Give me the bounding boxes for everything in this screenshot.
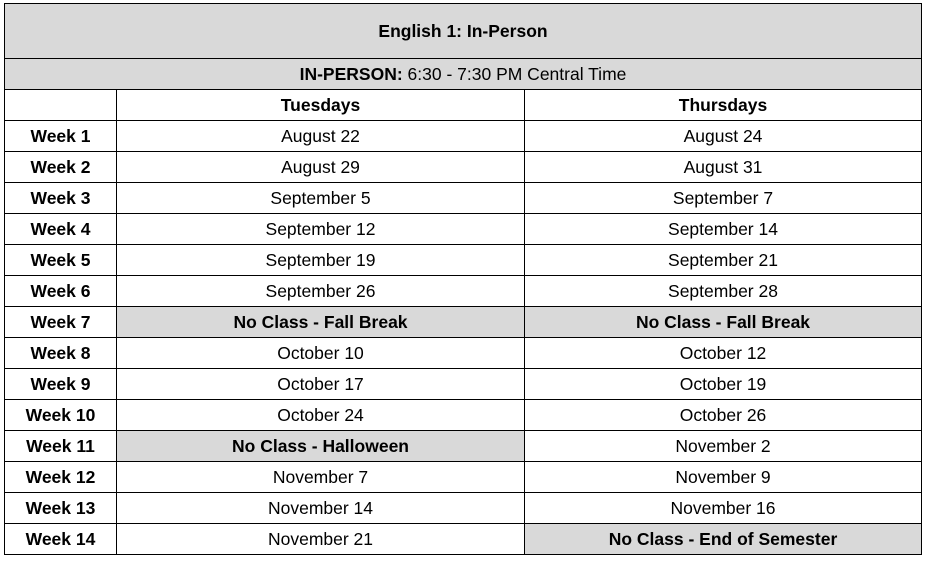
thursday-no-class-cell: No Class - Fall Break	[525, 307, 922, 338]
tuesday-date-cell: September 12	[117, 214, 525, 245]
tuesday-date-cell: November 21	[117, 524, 525, 555]
week-label: Week 8	[5, 338, 117, 369]
week-label: Week 7	[5, 307, 117, 338]
week-label: Week 2	[5, 152, 117, 183]
week-label: Week 12	[5, 462, 117, 493]
tuesday-date-cell: November 7	[117, 462, 525, 493]
tuesday-date-cell: August 22	[117, 121, 525, 152]
tuesday-date-cell: September 5	[117, 183, 525, 214]
tuesday-no-class-cell: No Class - Fall Break	[117, 307, 525, 338]
table-title: English 1: In-Person	[5, 4, 922, 59]
tuesday-no-class-cell: No Class - Halloween	[117, 431, 525, 462]
week-label: Week 9	[5, 369, 117, 400]
tuesday-date-cell: August 29	[117, 152, 525, 183]
title-row	[5, 4, 922, 59]
week-label: Week 6	[5, 276, 117, 307]
thursday-date-cell: November 16	[525, 493, 922, 524]
thursday-date-cell: August 24	[525, 121, 922, 152]
tuesday-date-cell: September 26	[117, 276, 525, 307]
column-header-thursdays: Thursdays	[525, 90, 922, 121]
thursday-date-cell: October 26	[525, 400, 922, 431]
thursday-date-cell: September 7	[525, 183, 922, 214]
table-row	[5, 493, 922, 524]
table-row	[5, 245, 922, 276]
table-row	[5, 214, 922, 245]
week-label: Week 11	[5, 431, 117, 462]
column-header-row	[5, 90, 922, 121]
thursday-date-cell: November 9	[525, 462, 922, 493]
thursday-date-cell: September 21	[525, 245, 922, 276]
week-label: Week 14	[5, 524, 117, 555]
tuesday-date-cell: October 17	[117, 369, 525, 400]
tuesday-date-cell: November 14	[117, 493, 525, 524]
thursday-date-cell: October 12	[525, 338, 922, 369]
schedule-container	[4, 3, 922, 555]
table-row	[5, 400, 922, 431]
thursday-date-cell: September 14	[525, 214, 922, 245]
week-label: Week 10	[5, 400, 117, 431]
week-label: Week 3	[5, 183, 117, 214]
tuesday-date-cell: September 19	[117, 245, 525, 276]
week-label: Week 13	[5, 493, 117, 524]
session-time-label: IN-PERSON:	[299, 63, 403, 84]
thursday-no-class-cell: No Class - End of Semester	[525, 524, 922, 555]
week-label: Week 5	[5, 245, 117, 276]
session-time-value: 6:30 - 7:30 PM Central Time	[402, 63, 627, 84]
column-header-week	[5, 90, 117, 121]
thursday-date-cell: November 2	[525, 431, 922, 462]
table-row	[5, 152, 922, 183]
thursday-date-cell: September 28	[525, 276, 922, 307]
table-row	[5, 431, 922, 462]
column-header-tuesdays: Tuesdays	[117, 90, 525, 121]
table-row	[5, 338, 922, 369]
time-row	[5, 59, 922, 90]
schedule-table	[4, 3, 922, 555]
thursday-date-cell: October 19	[525, 369, 922, 400]
table-row	[5, 369, 922, 400]
tuesday-date-cell: October 10	[117, 338, 525, 369]
tuesday-date-cell: October 24	[117, 400, 525, 431]
session-time	[5, 59, 922, 90]
table-row	[5, 121, 922, 152]
thursday-date-cell: August 31	[525, 152, 922, 183]
week-label: Week 4	[5, 214, 117, 245]
table-row	[5, 307, 922, 338]
week-label: Week 1	[5, 121, 117, 152]
table-row	[5, 524, 922, 555]
table-row	[5, 183, 922, 214]
table-row	[5, 462, 922, 493]
table-row	[5, 276, 922, 307]
